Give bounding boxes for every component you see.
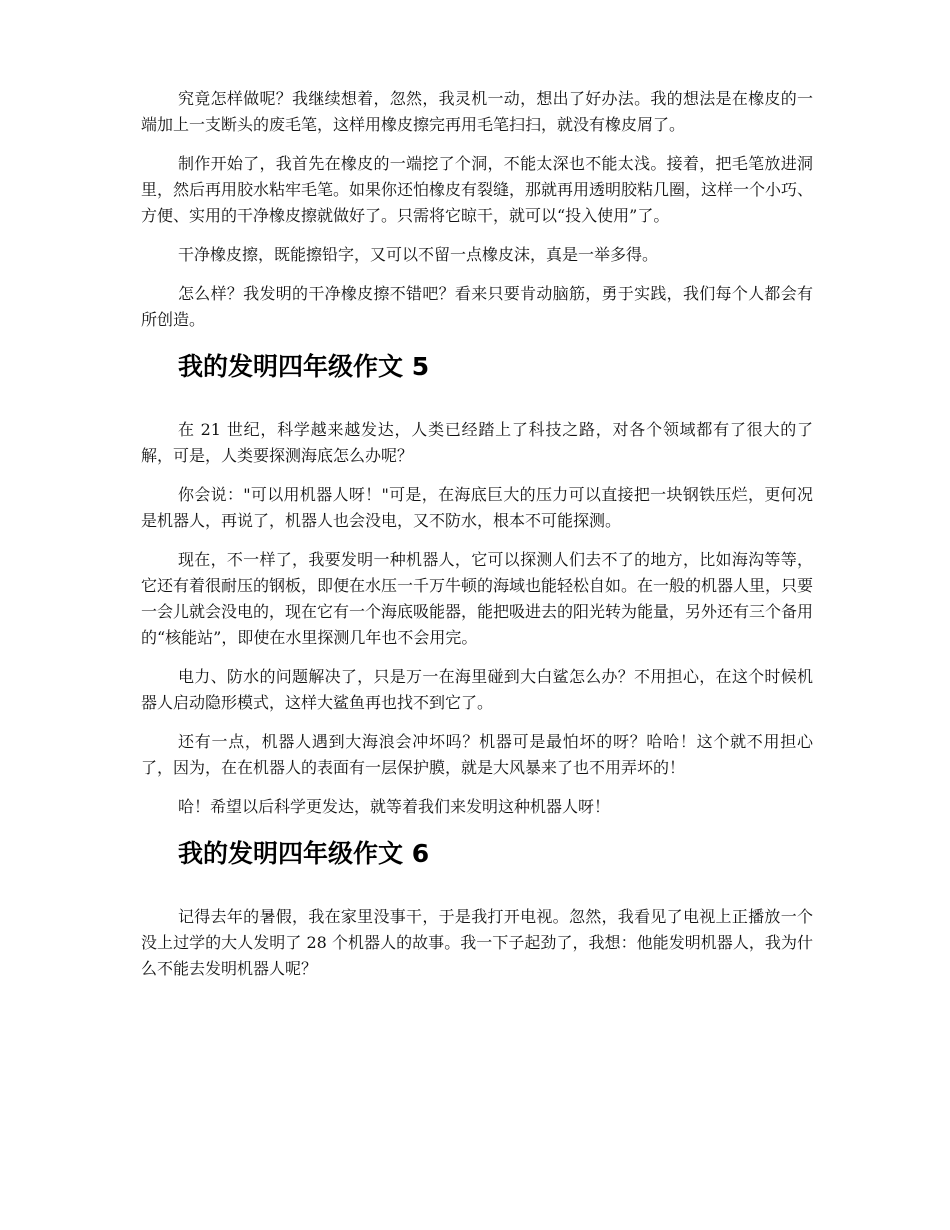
paragraph: 制作开始了，我首先在橡皮的一端挖了个洞，不能太深也不能太浅。接着，把毛笔放进洞里，然后再用胶水粘牢毛笔。如果你还怕橡皮有裂缝，那就再用透明胶粘几圈，这样一个小巧、方便、实用的干净橡皮擦就做好了。只需将它晾干，就可以“投入使用”了。 bbox=[141, 154, 814, 225]
paragraph: 在 21 世纪，科学越来越发达，人类已经踏上了科技之路，对各个领域都有了很大的了解，可是，人类要探测海底怎么办呢？ bbox=[141, 420, 813, 465]
document-page bbox=[141, 86, 813, 995]
essay-5-heading: 我的发明四年级作文 5 bbox=[178, 352, 430, 381]
essay-6-heading: 我的发明四年级作文 6 bbox=[178, 839, 430, 868]
paragraph: 哈！希望以后科学更发达，就等着我们来发明这种机器人呀！ bbox=[178, 797, 611, 816]
paragraph: 记得去年的暑假，我在家里没事干，于是我打开电视。忽然，我看见了电视上正播放一个没上过学的大人发明了 28 个机器人的故事。我一下子起劲了，我想：他能发明机器人，我为什么不能去发明机器人呢？ bbox=[141, 907, 813, 978]
paragraph: 现在，不一样了，我要发明一种机器人，它可以探测人们去不了的地方，比如海沟等等，它还有着很耐压的钢板，即便在水压一千万牛顿的海域也能轻松自如。在一般的机器人里，只要一会儿就会没电的，现在它有一个海底吸能器，能把吸进去的阳光转为能量，另外还有三个备用的“核能站”，即使在水里探测几年也不会用完。 bbox=[141, 550, 814, 647]
paragraph: 电力、防水的问题解决了，只是万一在海里碰到大白鲨怎么办？不用担心，在这个时候机器人启动隐形模式，这样大鲨鱼再也找不到它了。 bbox=[141, 667, 813, 712]
paragraph: 你会说："可以用机器人呀！"可是，在海底巨大的压力可以直接把一块钢铁压烂，更何况是机器人，再说了，机器人也会没电，又不防水，根本不可能探测。 bbox=[141, 485, 813, 530]
paragraph: 还有一点，机器人遇到大海浪会冲坏吗？机器可是最怕坏的呀？哈哈！这个就不用担心了，因为，在在机器人的表面有一层保护膜，就是大风暴来了也不用弄坏的！ bbox=[141, 732, 813, 777]
paragraph: 干净橡皮擦，既能擦铅字，又可以不留一点橡皮沫，真是一举多得。 bbox=[178, 245, 659, 264]
paragraph: 究竟怎样做呢？我继续想着，忽然，我灵机一动，想出了好办法。我的想法是在橡皮的一端加上一支断头的废毛笔，这样用橡皮擦完再用毛笔扫扫，就没有橡皮屑了。 bbox=[141, 89, 813, 134]
paragraph: 怎么样？我发明的干净橡皮擦不错吧？看来只要肯动脑筋，勇于实践，我们每个人都会有所创造。 bbox=[141, 284, 813, 329]
